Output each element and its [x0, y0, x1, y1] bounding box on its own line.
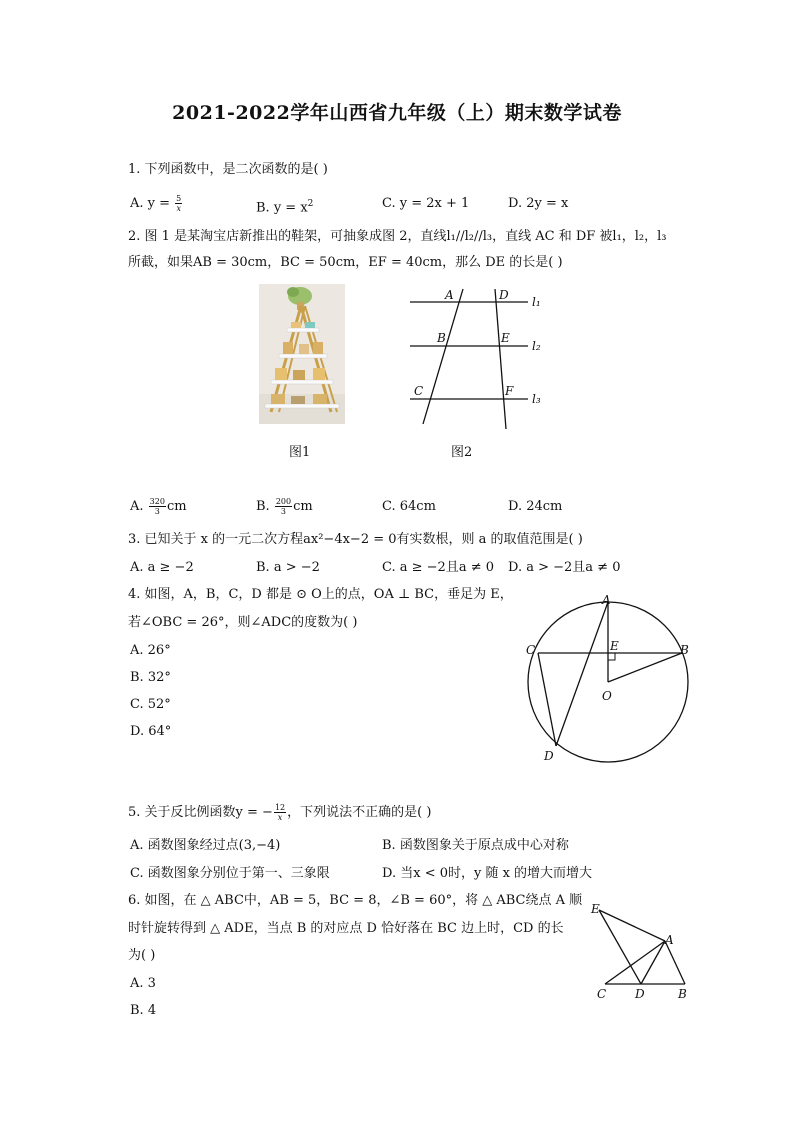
q6-triangle-diagram [585, 896, 695, 1006]
q2-option-a: A. $\frac{320}{3}$ cm [130, 497, 187, 516]
q3-stem: 3. 已知关于 x 的一元二次方程ax²−4x−2 = 0有实数根，则 a 的取值范围是( ) [128, 532, 583, 547]
q2-parallel-lines-diagram [400, 284, 560, 434]
q2-option-d: D. 24cm [508, 499, 563, 514]
q3-option-a: A. a ≥ −2 [130, 560, 194, 575]
q4-label-o: O [602, 689, 612, 703]
q2-label-l1: l₁ [532, 295, 541, 309]
q2-label-f: F [505, 384, 514, 398]
page-title: 2021-2022学年山西省九年级（上）期末数学试卷 [172, 102, 622, 124]
q2-label-l3: l₃ [532, 392, 541, 406]
q4-label-c: C [526, 643, 536, 657]
q1-option-a: A. y = $\frac{5}{x}$ [130, 194, 182, 213]
q6-label-d: D [635, 987, 645, 1001]
q5-stem: 5. 关于反比例函数y = − $\frac{12}{x}$ ，下列说法不正确的是( ) [128, 803, 432, 822]
q2-fig2-caption: 图2 [451, 445, 473, 460]
q4-label-a: A [602, 593, 611, 607]
q6-option-a: A. 3 [130, 976, 156, 991]
q4-option-b: B. 32° [130, 670, 171, 685]
q4-option-a: A. 26° [130, 643, 171, 658]
q5-option-d: D. 当x < 0时，y 随 x 的增大而增大 [382, 866, 593, 881]
q2-fig1-caption: 图1 [289, 445, 311, 460]
q3-option-d: D. a > −2且a ≠ 0 [508, 560, 621, 575]
q6-label-a: A [665, 933, 674, 947]
q1-option-d: D. 2y = x [508, 196, 569, 211]
q2-stem-line1: 2. 图 1 是某淘宝店新推出的鞋架，可抽象成图 2，直线l₁//l₂//l₃，直线 AC 和 DF 被l₁，l₂，l₃ [128, 229, 667, 244]
q4-label-e: E [610, 639, 619, 653]
q4-circle-diagram [520, 592, 700, 772]
q2-label-d: D [499, 288, 509, 302]
q3-option-b: B. a > −2 [256, 560, 320, 575]
q4-label-b: B [680, 643, 689, 657]
q6-stem-line3: 为( ) [128, 948, 156, 963]
q4-option-d: D. 64° [130, 724, 172, 739]
q6-label-c: C [597, 987, 607, 1001]
q2-label-c: C [414, 384, 424, 398]
q5-option-a: A. 函数图象经过点(3,−4) [130, 838, 281, 853]
q2-option-b: B. $\frac{200}{3}$ cm [256, 497, 313, 516]
q2-label-e: E [501, 331, 510, 345]
q4-option-c: C. 52° [130, 697, 171, 712]
q1-stem: 1. 下列函数中，是二次函数的是( ) [128, 162, 328, 177]
q5-option-c: C. 函数图象分别位于第一、三象限 [130, 866, 330, 881]
q4-stem-line1: 4. 如图，A，B，C，D 都是 ⊙ O上的点，OA ⊥ BC，垂足为 E， [128, 587, 513, 602]
q1-option-c: C. y = 2x + 1 [382, 196, 470, 211]
q2-label-a: A [445, 288, 454, 302]
q6-option-b: B. 4 [130, 1003, 157, 1018]
q2-label-l2: l₂ [532, 339, 541, 353]
q4-stem-line2: 若∠OBC = 26°，则∠ADC的度数为( ) [128, 615, 358, 630]
q2-option-c: C. 64cm [382, 499, 436, 514]
q6-label-b: B [678, 987, 687, 1001]
q2-label-b: B [437, 331, 446, 345]
q2-shoe-rack-photo [259, 284, 345, 424]
q5-option-b: B. 函数图象关于原点成中心对称 [382, 838, 569, 853]
q4-label-d: D [544, 749, 554, 763]
q6-stem-line1: 6. 如图，在 △ ABC中，AB = 5，BC = 8，∠B = 60°，将 △ ABC绕点 A 顺 [128, 893, 583, 908]
q1-option-b: B. $y = x^2$ [256, 199, 314, 216]
q2-stem-line2: 所截，如果AB = 30cm，BC = 50cm，EF = 40cm，那么 DE 的长是( ) [128, 255, 563, 270]
q3-option-c: C. a ≥ −2且a ≠ 0 [382, 560, 494, 575]
q6-stem-line2: 时针旋转得到 △ ADE，当点 B 的对应点 D 恰好落在 BC 边上时，CD 的长 [128, 921, 564, 936]
q6-label-e: E [591, 902, 600, 916]
